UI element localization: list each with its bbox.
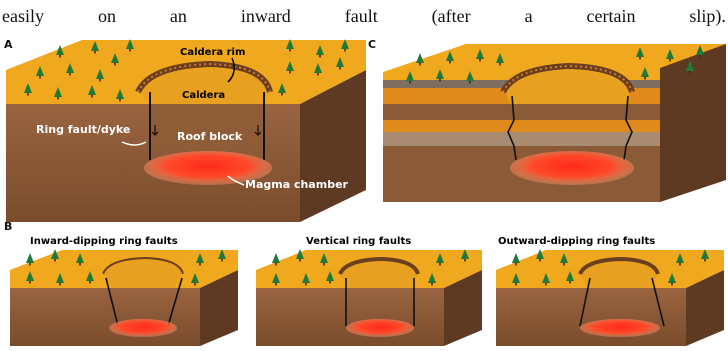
caption-word: slip).	[689, 5, 726, 26]
label-roof-block: Roof block	[177, 130, 243, 143]
caption-word: easily	[2, 5, 44, 26]
caption-word: fault	[344, 5, 378, 26]
caption-word: on	[97, 5, 116, 26]
roof-block	[150, 104, 262, 150]
label-magma-chamber: Magma chamber	[245, 178, 348, 191]
panel-c	[368, 38, 726, 202]
label-ring-fault: Ring fault/dyke	[36, 123, 131, 136]
caption-word: a	[524, 5, 533, 26]
panel-letter-c: C	[368, 38, 377, 51]
title-inward: Inward-dipping ring faults	[30, 236, 178, 247]
magma-chamber	[510, 151, 634, 185]
caption-word: inward	[240, 5, 291, 26]
caption-word: (after	[431, 5, 471, 26]
panel-b-outward	[496, 236, 724, 346]
magma-chamber	[580, 319, 660, 337]
label-caldera-rim: Caldera rim	[180, 47, 246, 58]
caption-word: certain	[586, 5, 636, 26]
label-caldera: Caldera	[182, 90, 226, 101]
side-face	[660, 44, 726, 202]
panel-b-inward	[10, 236, 238, 346]
caption-word: an	[169, 5, 187, 26]
title-outward: Outward-dipping ring faults	[498, 236, 656, 247]
panel-letter-a: A	[4, 38, 13, 51]
panel-letter-b: B	[4, 220, 13, 233]
panel-b	[4, 220, 724, 346]
panel-b-vertical	[256, 236, 482, 346]
title-vertical: Vertical ring faults	[306, 236, 412, 247]
magma-chamber	[109, 319, 177, 337]
magma-chamber	[346, 319, 414, 337]
panel-a	[4, 38, 366, 222]
